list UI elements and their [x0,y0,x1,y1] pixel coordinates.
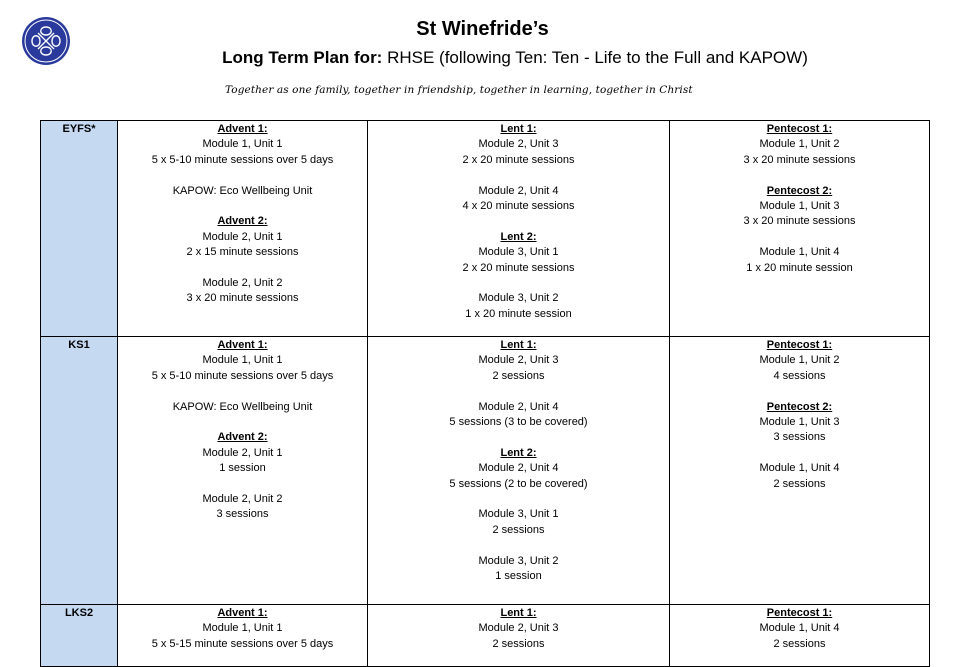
term-heading: Advent 1: [217,123,268,135]
plan-line: Module 1, Unit 2 [759,354,840,367]
plan-line: 4 sessions [773,369,826,382]
term-heading: Lent 1: [500,607,537,619]
term-heading: Advent 2: [217,215,268,228]
spacer [120,199,365,214]
term-heading-line [672,338,927,353]
plan-line: 2 x 20 minute sessions [462,261,575,274]
plan-line: 5 x 5-10 minute sessions over 5 days [151,153,334,166]
advent-term-cell [118,337,368,605]
term-heading-line [672,122,927,137]
plan-line: Module 2, Unit 4 [478,462,559,475]
pentecost-term-cell [670,605,930,667]
plan-line: 3 sessions [216,508,269,521]
spacer [120,168,365,183]
term-heading-line [370,338,667,353]
plan-line: 4 x 20 minute sessions [462,200,575,213]
plan-line: 5 x 5-15 minute sessions over 5 days [151,637,334,650]
term-heading: Advent 2: [217,431,268,444]
plan-line: Module 3, Unit 1 [478,508,559,521]
plan-line: Module 1, Unit 4 [759,246,840,259]
spacer [120,415,365,430]
term-heading-line [370,122,667,137]
term-heading: Lent 2: [500,446,537,459]
spacer [370,492,667,507]
key-stage-cell: LKS2 [41,605,118,667]
plan-line: Module 1, Unit 3 [759,200,840,213]
spacer [120,384,365,399]
spacer [370,276,667,291]
spacer [672,168,927,183]
advent-term-cell [118,121,368,337]
plan-line: 2 sessions [492,637,545,650]
term-heading-line [370,230,667,245]
term-heading: Lent 1: [500,123,537,135]
plan-line: Module 2, Unit 4 [478,400,559,413]
subtitle-label: Long Term Plan for: [222,48,383,67]
spacer [370,214,667,229]
plan-line: Module 1, Unit 1 [202,622,283,635]
spacer [672,230,927,245]
term-heading-line [120,122,365,137]
plan-line: Module 1, Unit 4 [759,462,840,475]
plan-line: KAPOW: Eco Wellbeing Unit [172,184,313,197]
pentecost-term-cell [670,121,930,337]
spacer [120,477,365,492]
term-heading: Advent 1: [217,607,268,619]
lent-term-cell [368,121,670,337]
term-heading-line [370,446,667,461]
plan-line: Module 3, Unit 1 [478,246,559,259]
spacer [672,384,927,399]
plan-line: 5 sessions (3 to be covered) [449,416,588,429]
plan-line: 1 x 20 minute session [465,307,572,320]
term-heading-line [370,606,667,621]
table-row [41,121,930,337]
term-heading-line [672,400,927,415]
plan-line: 1 session [219,462,266,475]
table-row [41,337,930,605]
long-term-plan-table [40,120,930,667]
key-stage-cell: EYFS* [41,121,118,337]
spacer [370,538,667,553]
page-title: St Winefride’s [416,18,549,40]
plan-line: 5 sessions (2 to be covered) [449,477,588,490]
term-heading-line [120,430,365,445]
plan-line: 5 x 5-10 minute sessions over 5 days [151,369,334,382]
plan-line: 3 x 20 minute sessions [186,292,299,305]
plan-line: 3 x 20 minute sessions [743,153,856,166]
table-row [41,605,930,667]
lent-term-cell [368,605,670,667]
plan-line: 2 sessions [773,637,826,650]
advent-term-cell [118,605,368,667]
plan-line: Module 2, Unit 1 [202,446,283,459]
key-stage-cell: KS1 [41,337,118,605]
spacer [370,384,667,399]
term-heading-line [120,338,365,353]
spacer [370,430,667,445]
spacer [120,261,365,276]
term-heading: Pentecost 1: [766,607,833,619]
term-heading-line [672,184,927,199]
plan-line: Module 1, Unit 1 [202,354,283,367]
term-heading: Pentecost 2: [766,184,833,197]
term-heading-line [672,606,927,621]
plan-line: Module 2, Unit 3 [478,354,559,367]
term-heading: Lent 1: [500,339,537,351]
plan-line: 1 session [495,570,542,583]
spacer [672,446,927,461]
term-heading: Pentecost 2: [766,400,833,413]
school-motto: Together as one family, together in friendship, together in learning, together in Christ [225,84,693,96]
term-heading-line [120,606,365,621]
plan-line: 2 sessions [492,369,545,382]
plan-line: Module 2, Unit 2 [202,277,283,290]
term-heading: Pentecost 1: [766,123,833,135]
lent-term-cell [368,337,670,605]
plan-line: Module 1, Unit 1 [202,138,283,151]
plan-line: 2 sessions [773,477,826,490]
plan-line: 2 sessions [492,523,545,536]
plan-line: Module 1, Unit 2 [759,138,840,151]
plan-line: Module 1, Unit 3 [759,416,840,429]
term-heading: Lent 2: [500,230,537,243]
plan-line: Module 2, Unit 2 [202,493,283,506]
plan-line: Module 2, Unit 4 [478,184,559,197]
plan-line: 3 sessions [773,431,826,444]
plan-line: Module 2, Unit 3 [478,622,559,635]
plan-line: 1 x 20 minute session [746,261,853,274]
plan-line: 2 x 15 minute sessions [186,246,299,259]
plan-line: Module 3, Unit 2 [478,292,559,305]
term-heading: Advent 1: [217,339,268,351]
subtitle-text: RHSE (following Ten: Ten - Life to the Full and KAPOW) [382,48,808,67]
pentecost-term-cell [670,337,930,605]
plan-line: Module 3, Unit 2 [478,554,559,567]
plan-line: 2 x 20 minute sessions [462,153,575,166]
plan-line: 3 x 20 minute sessions [743,215,856,228]
plan-line: Module 1, Unit 4 [759,622,840,635]
page-subtitle [0,48,965,68]
plan-line: KAPOW: Eco Wellbeing Unit [172,400,313,413]
spacer [370,168,667,183]
plan-line: Module 2, Unit 3 [478,138,559,151]
term-heading: Pentecost 1: [766,339,833,351]
plan-line: Module 2, Unit 1 [202,230,283,243]
term-heading-line [120,214,365,229]
